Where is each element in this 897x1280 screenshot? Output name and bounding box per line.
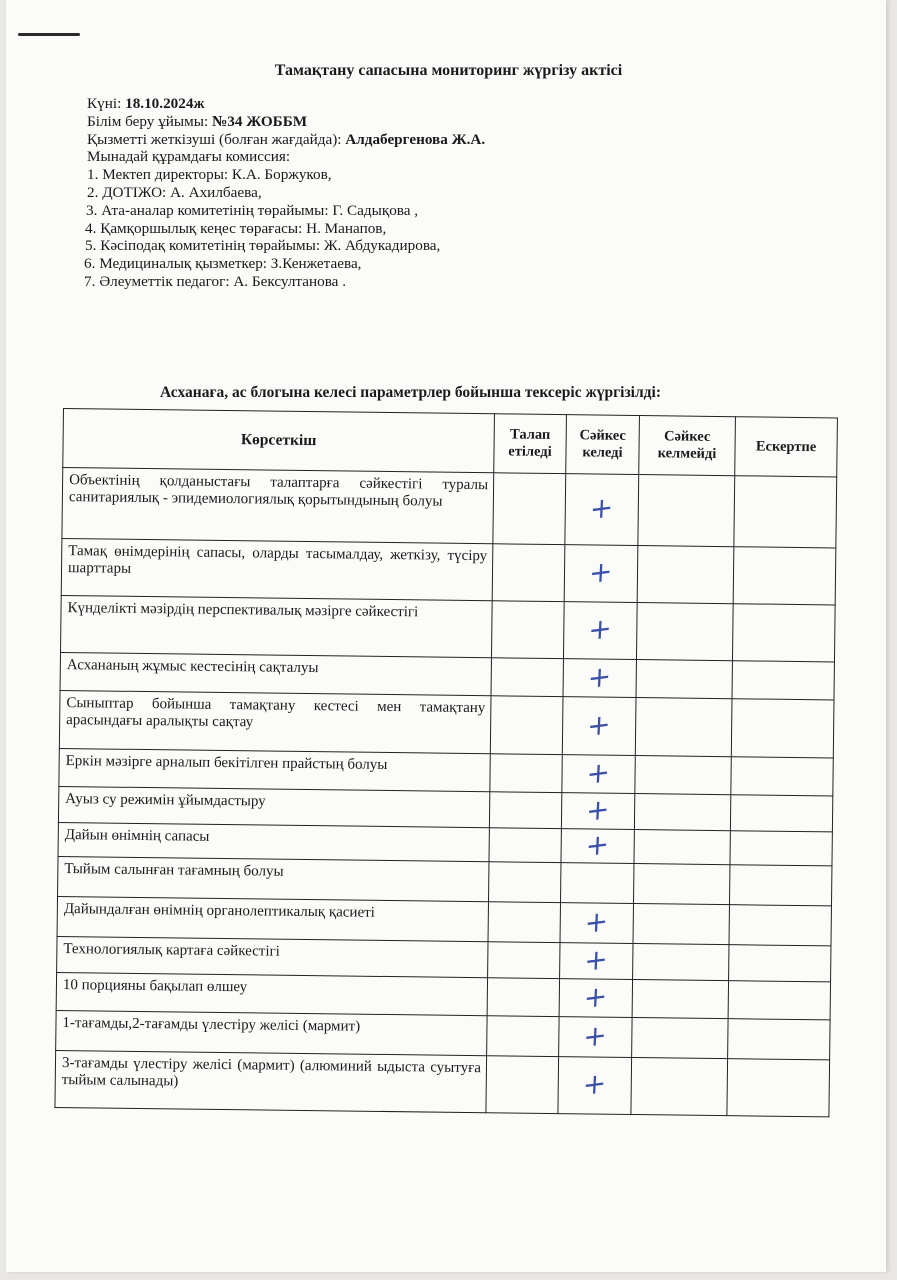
date-value: 18.10.2024ж	[125, 95, 205, 112]
note-cell	[732, 604, 835, 662]
compliant-cell	[561, 793, 634, 830]
commission-member: 4. Қамқоршылық кеңес төрағасы: Н. Манапов,	[85, 219, 387, 237]
required-cell	[487, 1016, 559, 1057]
table-row	[62, 468, 837, 548]
commission-member: 1. Мектеп директоры: К.А. Боржуков,	[87, 166, 332, 184]
compliant-cell	[558, 1057, 632, 1115]
handwritten-plus-mark: +	[587, 610, 613, 648]
indicator-cell: Сыныптар бойынша тамақтану кестесі мен тамақтану арасындағы аралықты сақтау	[59, 690, 491, 753]
indicator-cell: Дайын өнімнің сапасы	[58, 822, 489, 861]
compliant-cell	[563, 602, 637, 660]
note-cell	[729, 905, 831, 946]
indicator-cell: Объектінің қолданыстағы талаптарға сәйкестігі туралы санитариялық - эпидемиологиялық қорытындының болуы	[62, 468, 494, 544]
organization-value: №34 ЖОББМ	[211, 112, 308, 130]
indicator-cell: Технологиялық картаға сәйкестігі	[57, 936, 488, 977]
noncompliant-cell	[635, 756, 731, 795]
document-title: Тамақтану сапасына мониторинг жүргізу актісі	[274, 62, 623, 79]
noncompliant-cell	[636, 660, 732, 699]
noncompliant-cell	[634, 830, 730, 865]
date-label: Күні:	[87, 95, 126, 112]
handwritten-plus-mark: +	[586, 706, 612, 743]
noncompliant-cell	[634, 794, 730, 831]
provider-label: Қызметті жеткізуші (болған жағдайда):	[87, 130, 346, 148]
indicator-cell: Күнделікті мәзірдің перспективалық мәзірге сәйкестігі	[61, 595, 493, 657]
header-indicator: Көрсеткіш	[63, 409, 495, 473]
handwritten-plus-mark: +	[583, 941, 609, 978]
header-required: Талап етіледі	[494, 414, 567, 474]
commission-intro: Мынадай құрамдағы комиссия:	[87, 148, 291, 166]
handwritten-plus-mark: +	[584, 903, 610, 940]
compliant-cell	[559, 1017, 632, 1058]
note-cell	[732, 661, 834, 700]
indicator-cell: Ауыз су режимін ұйымдастыру	[58, 786, 489, 827]
note-cell	[728, 1019, 830, 1060]
indicator-cell: 10 порцияны бақылап өлшеу	[56, 972, 487, 1015]
header-note: Ескертпе	[735, 417, 838, 477]
handwritten-plus-mark: +	[585, 791, 611, 828]
noncompliant-cell	[637, 546, 734, 604]
noncompliant-cell	[633, 944, 729, 981]
indicator-cell: Дайындалған өнімнің органолептикалық қасиеті	[57, 896, 488, 941]
required-cell	[488, 862, 560, 903]
commission-member: 6. Медициналық қызметкер: З.Кенжетаева,	[84, 255, 362, 273]
note-cell	[734, 476, 837, 548]
noncompliant-cell	[633, 864, 729, 905]
required-cell	[489, 792, 561, 829]
indicator-cell: Тамақ өнімдерінің сапасы, оларды тасымалдау, жеткізу, түсіру шарттары	[61, 538, 493, 600]
handwritten-plus-mark: +	[582, 1017, 608, 1054]
note-cell	[729, 865, 831, 906]
required-cell	[489, 828, 561, 863]
required-cell	[488, 902, 560, 943]
noncompliant-cell	[636, 603, 733, 661]
note-cell	[731, 757, 833, 796]
commission-member: 7. Әлеуметтік педагог: А. Бексултанова .	[84, 272, 346, 290]
indicator-cell: Еркін мәзірге арналып бекітілген прайстың болуы	[59, 748, 490, 791]
header-noncompliant: Сәйкес келмейді	[639, 416, 736, 476]
inspection-table	[54, 408, 837, 1117]
required-cell	[491, 601, 564, 659]
header-compliant: Сәйкес келеді	[566, 415, 640, 475]
compliant-cell	[563, 659, 636, 698]
noncompliant-cell	[632, 980, 728, 1019]
noncompliant-cell	[638, 475, 735, 547]
commission-member: 3. Ата-аналар комитетінің төрайымы: Г. Садықова ,	[86, 201, 419, 219]
required-cell	[493, 473, 566, 545]
indicator-cell: Асхананың жұмыс кестесінің сақталуы	[60, 652, 491, 695]
compliant-cell	[562, 755, 635, 794]
table-title: Асханаға, ас блогына келесі параметрлер бойынша тексеріс жүргізілді:	[160, 384, 661, 401]
compliant-cell	[560, 943, 633, 980]
table-header-row	[63, 409, 838, 477]
date-line	[87, 95, 485, 113]
indicator-cell: 1-тағамды,2-тағамды үлестіру желісі (мармит)	[56, 1010, 487, 1055]
table-row	[55, 1050, 830, 1116]
note-cell	[729, 945, 831, 982]
handwritten-plus-mark: +	[588, 553, 614, 591]
indicator-cell: 3-тағамды үлестіру желісі (мармит) (алюминий ыдыста суытуға тыйым салынады)	[55, 1050, 487, 1112]
required-cell	[486, 1056, 559, 1114]
handwritten-plus-mark: +	[583, 978, 609, 1015]
compliant-cell	[560, 863, 633, 904]
noncompliant-cell	[631, 1057, 728, 1115]
noncompliant-cell	[632, 1017, 728, 1058]
note-cell	[730, 795, 832, 832]
required-cell	[488, 942, 560, 979]
table-row	[61, 538, 836, 604]
table-row	[59, 690, 834, 757]
required-cell	[487, 978, 559, 1017]
indicator-cell: Тыйым салынған тағамның болуы	[58, 856, 489, 901]
table-row	[61, 595, 836, 661]
corner-pen-mark	[18, 33, 80, 36]
compliant-cell	[560, 903, 633, 944]
handwritten-plus-mark: +	[589, 489, 615, 527]
note-cell	[730, 831, 832, 866]
required-cell	[492, 544, 565, 602]
provider-line	[87, 131, 485, 149]
required-cell	[490, 696, 563, 755]
noncompliant-cell	[635, 698, 732, 757]
note-cell	[733, 547, 836, 605]
note-cell	[728, 981, 830, 1020]
handwritten-plus-mark: +	[586, 754, 612, 791]
compliant-cell	[562, 697, 636, 756]
organization-line	[87, 113, 485, 131]
handwritten-plus-mark: +	[587, 658, 613, 695]
provider-value: Алдабергенова Ж.А.	[345, 130, 486, 148]
header-info-block	[84, 95, 486, 291]
organization-label: Білім беру ұйымы:	[87, 112, 212, 130]
noncompliant-cell	[633, 904, 729, 945]
commission-member: 5. Кәсіподақ комитетінің төрайымы: Ж. Абдукадирова,	[85, 237, 441, 255]
compliant-cell	[564, 545, 638, 603]
required-cell	[491, 658, 563, 697]
note-cell	[727, 1059, 830, 1117]
handwritten-plus-mark: +	[582, 1065, 608, 1103]
note-cell	[731, 699, 834, 758]
compliant-cell	[559, 979, 632, 1018]
commission-member: 2. ДОТІЖО: А. Ахилбаева,	[87, 183, 262, 201]
handwritten-plus-mark: +	[585, 826, 611, 863]
required-cell	[490, 754, 562, 793]
compliant-cell	[561, 826, 634, 864]
compliant-cell	[565, 474, 639, 546]
